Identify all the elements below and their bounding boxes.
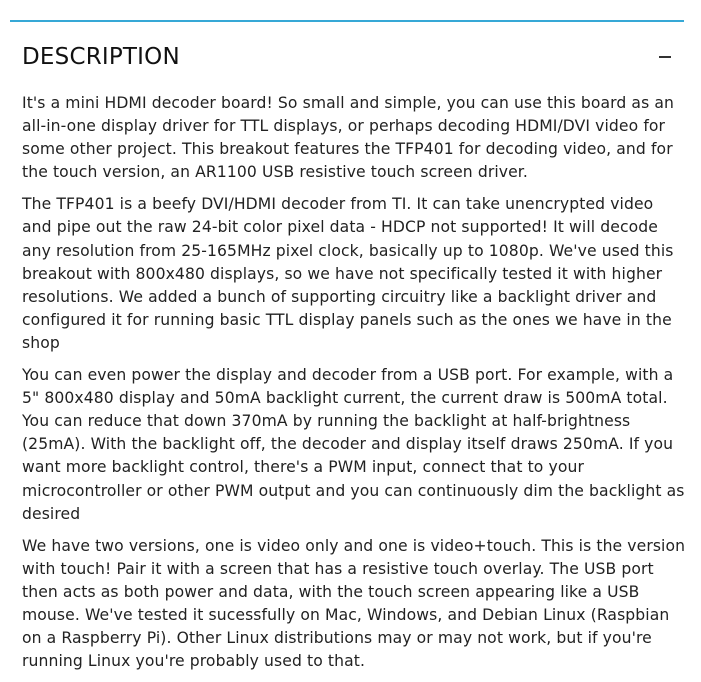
description-paragraph: You can even power the display and decoder from a USB port. For example, with a 5" 800x480 display and 50mA backlight current, the current draw is 500mA total. You can reduce that down 370mA by running the backlight at half-brightness (25mA). With the backlight off, the decoder and display itself draws 250mA. If you want more backlight control, there's a PWM input, connect that to your microcontroller or other PWM output and you can continuously dim the backlight as desired <box>22 366 685 523</box>
section-title: DESCRIPTION <box>22 44 180 70</box>
collapse-minus-icon[interactable] <box>659 56 671 58</box>
description-paragraph: We have two versions, one is video only and one is video+touch. This is the version with touch! Pair it with a screen that has a resistive touch overlay. The USB port then acts as both power and data, with the touch screen appearing like a USB mouse. We've tested it sucessfully on Mac, Windows, and Debian Linux (Raspbian on a Raspberry Pi). Other Linux distributions may or may not work, but if you're running Linux you're probably used to that. <box>22 536 686 671</box>
description-paragraph: The TFP401 is a beefy DVI/HDMI decoder from TI. It can take unencrypted video and pipe out the raw 24-bit color pixel data - HDCP not supported! It will decode any resolution from 25-165MHz pixel clock, basically up to 1080p. We've used this breakout with 800x480 displays, so we have not specifically tested it with higher resolutions. We added a bunch of supporting circuitry like a backlight driver and configured it for running basic TTL display panels such as the ones we have in the shop <box>22 195 674 352</box>
description-accordion-header[interactable] <box>22 40 677 74</box>
section-divider <box>10 20 684 22</box>
description-content <box>22 92 686 682</box>
description-paragraph: It's a mini HDMI decoder board! So small and simple, you can use this board as an all-in-one display driver for TTL displays, or perhaps decoding HDMI/DVI video for some other project. This breakout features the TFP401 for decoding video, and for the touch version, an AR1100 USB resistive touch screen driver. <box>22 94 675 182</box>
